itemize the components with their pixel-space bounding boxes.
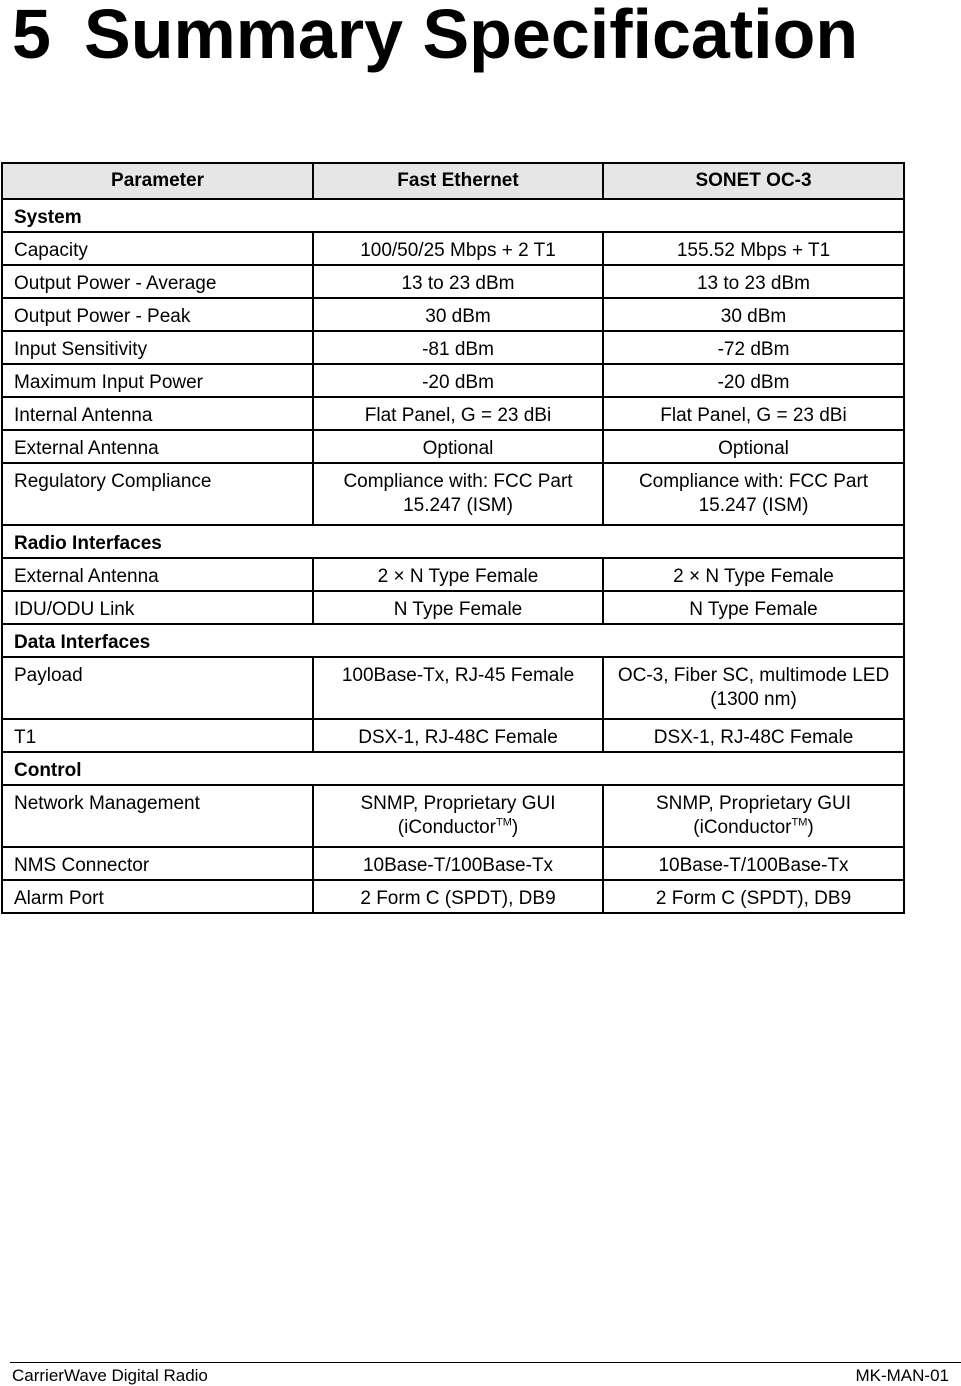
table-row — [2, 463, 904, 525]
param-cell: Alarm Port — [2, 880, 313, 913]
section-row — [2, 199, 904, 232]
section-row — [2, 752, 904, 785]
param-cell: Regulatory Compliance — [2, 463, 313, 525]
footer-divider — [10, 1362, 961, 1363]
fe-cell: -81 dBm — [313, 331, 603, 364]
fe-cell: 10Base-T/100Base-Tx — [313, 847, 603, 880]
param-cell: Internal Antenna — [2, 397, 313, 430]
trademark-mark: TM — [496, 816, 512, 829]
spec-table — [1, 162, 905, 914]
table-row — [2, 265, 904, 298]
trademark-mark: TM — [791, 816, 808, 829]
oc3-cell: 13 to 23 dBm — [603, 265, 904, 298]
section-title-system: System — [2, 199, 904, 232]
oc3-cell: 2 × N Type Female — [603, 558, 904, 591]
fe-cell: N Type Female — [313, 591, 603, 624]
fe-cell: 2 × N Type Female — [313, 558, 603, 591]
table-row — [2, 364, 904, 397]
section-title-radio-interfaces: Radio Interfaces — [2, 525, 904, 558]
oc3-cell: Compliance with: FCC Part 15.247 (ISM) — [603, 463, 904, 525]
table-row — [2, 331, 904, 364]
fe-cell-text: SNMP, Proprietary GUI (iConductor — [360, 793, 556, 838]
table-row — [2, 880, 904, 913]
table-row — [2, 785, 904, 847]
table-row — [2, 591, 904, 624]
param-cell: Capacity — [2, 232, 313, 265]
table-row — [2, 430, 904, 463]
table-row — [2, 657, 904, 719]
table-row — [2, 558, 904, 591]
param-cell: NMS Connector — [2, 847, 313, 880]
oc3-cell: 30 dBm — [603, 298, 904, 331]
table-row — [2, 719, 904, 752]
header-sonet-oc3: SONET OC-3 — [603, 163, 904, 199]
section-title: Summary Specification — [84, 0, 859, 73]
param-cell: Output Power - Average — [2, 265, 313, 298]
param-cell: Network Management — [2, 785, 313, 847]
fe-cell: 2 Form C (SPDT), DB9 — [313, 880, 603, 913]
oc3-cell: 2 Form C (SPDT), DB9 — [603, 880, 904, 913]
oc3-cell: 155.52 Mbps + T1 — [603, 232, 904, 265]
param-cell: T1 — [2, 719, 313, 752]
oc3-cell: Optional — [603, 430, 904, 463]
oc3-cell: -20 dBm — [603, 364, 904, 397]
param-cell: External Antenna — [2, 430, 313, 463]
page-title — [12, 0, 858, 74]
header-row — [2, 163, 904, 199]
close-paren: ) — [807, 817, 814, 838]
param-cell: Output Power - Peak — [2, 298, 313, 331]
section-title-data-interfaces: Data Interfaces — [2, 624, 904, 657]
header-fast-ethernet: Fast Ethernet — [313, 163, 603, 199]
fe-cell: Compliance with: FCC Part 15.247 (ISM) — [313, 463, 603, 525]
table-row — [2, 397, 904, 430]
section-number: 5 — [12, 0, 51, 73]
param-cell: Payload — [2, 657, 313, 719]
oc3-cell: Flat Panel, G = 23 dBi — [603, 397, 904, 430]
oc3-cell-text: SNMP, Proprietary GUI (iConductor — [656, 793, 851, 838]
param-cell: IDU/ODU Link — [2, 591, 313, 624]
oc3-cell: OC-3, Fiber SC, multimode LED (1300 nm) — [603, 657, 904, 719]
section-row — [2, 624, 904, 657]
section-title-control: Control — [2, 752, 904, 785]
fe-cell: 13 to 23 dBm — [313, 265, 603, 298]
fe-cell: Optional — [313, 430, 603, 463]
fe-cell: 100Base-Tx, RJ-45 Female — [313, 657, 603, 719]
fe-cell: -20 dBm — [313, 364, 603, 397]
header-parameter: Parameter — [2, 163, 313, 199]
oc3-cell: N Type Female — [603, 591, 904, 624]
section-row — [2, 525, 904, 558]
fe-cell: 30 dBm — [313, 298, 603, 331]
param-cell: External Antenna — [2, 558, 313, 591]
fe-cell — [313, 785, 603, 847]
close-paren: ) — [511, 817, 519, 838]
fe-cell: Flat Panel, G = 23 dBi — [313, 397, 603, 430]
table-row — [2, 847, 904, 880]
oc3-cell: DSX-1, RJ-48C Female — [603, 719, 904, 752]
param-cell: Input Sensitivity — [2, 331, 313, 364]
fe-cell: DSX-1, RJ-48C Female — [313, 719, 603, 752]
oc3-cell — [603, 785, 904, 847]
table-row — [2, 298, 904, 331]
table-row — [2, 232, 904, 265]
footer-company: CarrierWave Digital Radio — [12, 1366, 208, 1385]
param-cell: Maximum Input Power — [2, 364, 313, 397]
oc3-cell: 10Base-T/100Base-Tx — [603, 847, 904, 880]
fe-cell: 100/50/25 Mbps + 2 T1 — [313, 232, 603, 265]
oc3-cell: -72 dBm — [603, 331, 904, 364]
footer-doc-id: MK-MAN-01 — [855, 1366, 949, 1385]
